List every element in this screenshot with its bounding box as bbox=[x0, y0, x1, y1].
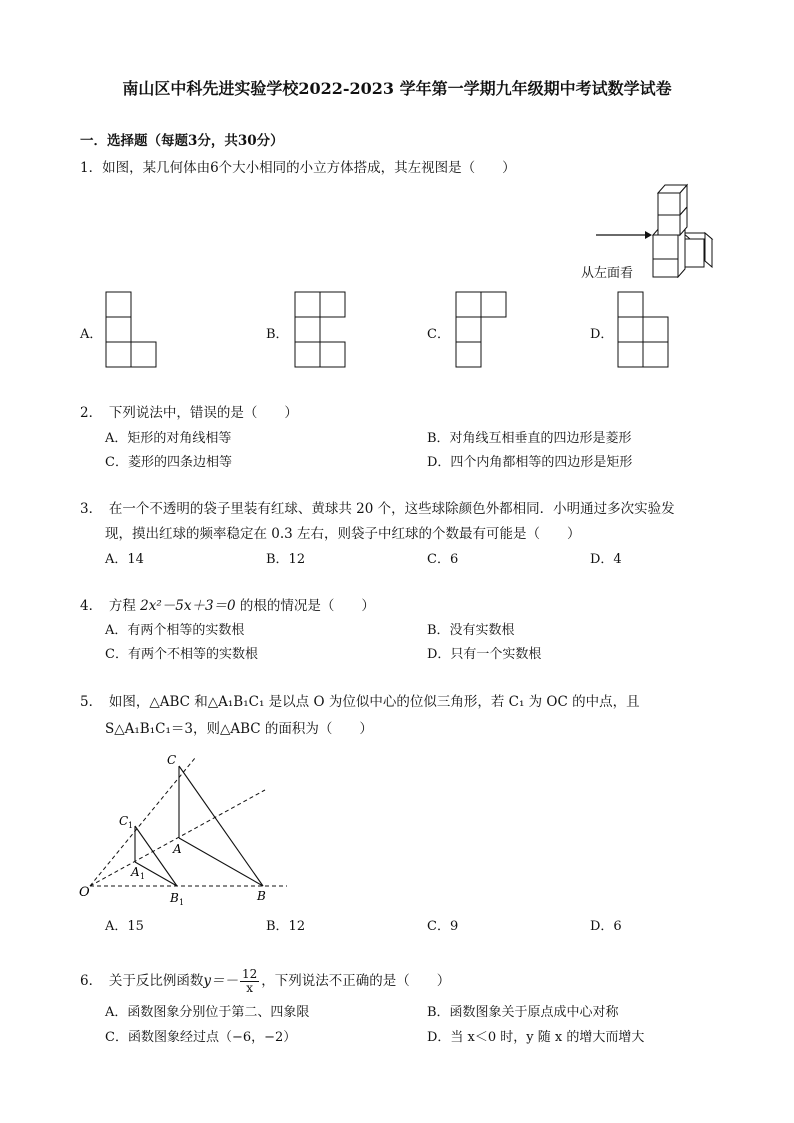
q5-option-b[interactable]: B．12 bbox=[266, 919, 306, 934]
label-b1: B bbox=[170, 891, 179, 905]
q5-option-a[interactable]: A．15 bbox=[105, 919, 144, 934]
q1-option-d-label[interactable]: D． bbox=[590, 327, 614, 342]
q5-option-d[interactable]: D．6 bbox=[590, 919, 622, 934]
q1-option-b-label[interactable]: B． bbox=[266, 327, 289, 342]
label-a1: A bbox=[131, 865, 140, 879]
q4-equation: 2x²－5x＋3＝0 bbox=[140, 598, 236, 614]
q4-option-d[interactable]: D．只有一个实数根 bbox=[427, 647, 542, 662]
q5-homothety-figure bbox=[75, 748, 295, 908]
q1-option-a-figure[interactable] bbox=[105, 291, 160, 371]
q2-option-b[interactable]: B．对角线互相垂直的四边形是菱形 bbox=[427, 431, 632, 446]
q6-numerator: 12 bbox=[241, 967, 258, 981]
q3-option-b[interactable]: B．12 bbox=[266, 552, 306, 567]
q4-option-a[interactable]: A．有两个相等的实数根 bbox=[105, 623, 245, 638]
q2-option-a[interactable]: A．矩形的对角线相等 bbox=[105, 431, 232, 446]
q1-option-d-figure[interactable] bbox=[617, 291, 672, 371]
cube-stack bbox=[653, 185, 712, 277]
section-heading: 一．选择题（每题3分，共30分） bbox=[80, 133, 284, 149]
label-a: A bbox=[173, 842, 182, 856]
q4-option-c[interactable]: C．有两个不相等的实数根 bbox=[105, 647, 258, 662]
q6-option-a[interactable]: A．函数图象分别位于第二、四象限 bbox=[105, 1005, 310, 1020]
q3-option-c[interactable]: C．6 bbox=[427, 552, 459, 567]
q6-option-b[interactable]: B．函数图象关于原点成中心对称 bbox=[427, 1005, 619, 1020]
q4-option-b[interactable]: B．没有实数根 bbox=[427, 623, 515, 638]
q6-option-d[interactable]: D．当 x＜0 时，y 随 x 的增大而增大 bbox=[427, 1030, 645, 1045]
segment-cb bbox=[179, 766, 263, 886]
q1-option-c-figure[interactable] bbox=[455, 291, 510, 371]
q6-suffix: ，下列说法不正确的是（ ） bbox=[261, 973, 451, 989]
label-c1: C bbox=[119, 814, 129, 828]
page-title: 南山区中科先进实验学校2022-2023 学年第一学期九年级期中考试数学试卷 bbox=[122, 79, 672, 98]
label-o: O bbox=[79, 885, 90, 900]
q1-option-a-label[interactable]: A． bbox=[80, 327, 103, 342]
q6-fraction bbox=[240, 968, 259, 995]
q3-option-a[interactable]: A．14 bbox=[105, 552, 144, 567]
q2-option-d[interactable]: D．四个内角都相等的四边形是矩形 bbox=[427, 455, 633, 470]
q5-option-c[interactable]: C．9 bbox=[427, 919, 459, 934]
q4-prefix: 4． 方程 bbox=[80, 598, 141, 614]
q6-option-c[interactable]: C．函数图象经过点（−6，−2） bbox=[105, 1030, 297, 1045]
q1-figure-caption: 从左面看 bbox=[581, 266, 634, 281]
q3-option-d[interactable]: D．4 bbox=[590, 552, 622, 567]
question-5-line-2: S△A₁B₁C₁＝3，则△ABC 的面积为（ ） bbox=[105, 721, 373, 737]
question-6-text bbox=[80, 968, 450, 995]
label-b: B bbox=[257, 889, 266, 903]
q6-prefix: 6． 关于反比例函数 bbox=[80, 973, 204, 989]
q6-func-lhs: y＝－ bbox=[203, 973, 238, 989]
segment-ab bbox=[179, 838, 263, 886]
label-a1-sub: 1 bbox=[140, 872, 146, 881]
question-5-line-1: 5． 如图，△ABC 和△A₁B₁C₁ 是以点 O 为位似中心的位似三角形，若 C₁ 为 OC 的中点，且 bbox=[80, 694, 640, 710]
question-3-line-1: 3． 在一个不透明的袋子里装有红球、黄球共 20 个，这些球除颜色外都相同．小明通过多次实验发 bbox=[80, 501, 675, 517]
question-1-text: 1．如图，某几何体由6个大小相同的小立方体搭成，其左视图是（ ） bbox=[80, 160, 516, 176]
label-c1-sub: 1 bbox=[128, 821, 134, 830]
question-2-text: 2． 下列说法中，错误的是（ ） bbox=[80, 405, 298, 421]
q4-suffix: 的根的情况是（ ） bbox=[235, 598, 375, 614]
question-4-text bbox=[80, 594, 375, 614]
view-arrow-head bbox=[645, 231, 652, 239]
q1-option-c-label[interactable]: C． bbox=[427, 327, 450, 342]
q1-option-b-figure[interactable] bbox=[294, 291, 349, 371]
question-3-line-2: 现，摸出红球的频率稳定在 0.3 左右，则袋子中红球的个数最有可能是（ ） bbox=[105, 526, 581, 542]
q6-denominator: x bbox=[246, 981, 254, 995]
label-c: C bbox=[167, 753, 177, 767]
label-b1-sub: 1 bbox=[179, 898, 185, 907]
q2-option-c[interactable]: C．菱形的四条边相等 bbox=[105, 455, 232, 470]
